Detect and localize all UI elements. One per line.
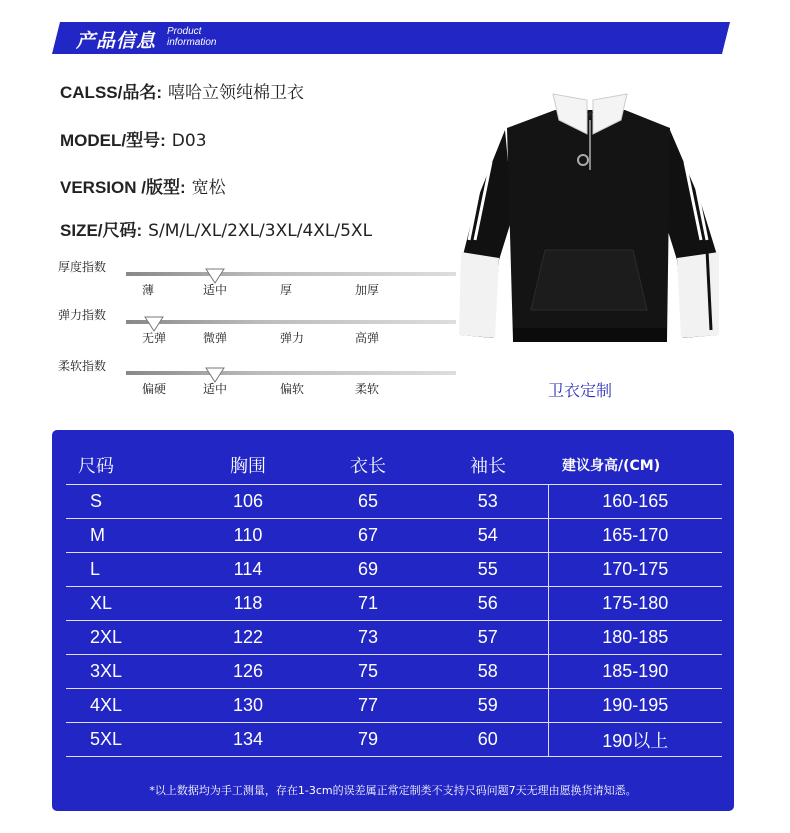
cell-length: 77 xyxy=(308,689,428,723)
cell-sleeve: 59 xyxy=(428,689,548,723)
col-header-chest: 胸围 xyxy=(188,446,308,485)
cell-length: 69 xyxy=(308,553,428,587)
cell-size: 3XL xyxy=(66,655,188,689)
cell-height: 165-170 xyxy=(548,519,722,553)
scale-label: 厚度指数 xyxy=(58,260,107,274)
col-header-height: 建议身高/(CM) xyxy=(548,446,722,485)
scale-bar xyxy=(126,272,456,276)
cell-size: L xyxy=(66,553,188,587)
cell-height: 185-190 xyxy=(548,655,722,689)
info-version-key: VERSION /版型: xyxy=(60,178,186,197)
table-row xyxy=(66,587,722,621)
table-header-row xyxy=(66,446,722,485)
info-name-key: CALSS/品名: xyxy=(60,83,162,102)
scale-bar xyxy=(126,371,456,375)
cell-size: S xyxy=(66,485,188,519)
table-row xyxy=(66,723,722,757)
scale-thickness xyxy=(58,258,403,298)
cell-sleeve: 58 xyxy=(428,655,548,689)
cell-height: 170-175 xyxy=(548,553,722,587)
scale-option: 柔软 xyxy=(355,382,380,396)
cell-length: 79 xyxy=(308,723,428,757)
measurement-note: *以上数据均为手工测量，存在1-3cm的误差属正常定制类不支持尺码问题7天无理由愿换货请知悉。 xyxy=(149,784,637,797)
scale-option: 无弹 xyxy=(142,331,167,345)
cell-length: 73 xyxy=(308,621,428,655)
cell-chest: 118 xyxy=(188,587,308,621)
info-name xyxy=(60,78,304,103)
cell-chest: 126 xyxy=(188,655,308,689)
scale-elasticity xyxy=(58,306,403,346)
cell-size: M xyxy=(66,519,188,553)
info-size xyxy=(60,216,372,241)
cell-size: XL xyxy=(66,587,188,621)
cell-length: 75 xyxy=(308,655,428,689)
cell-length: 71 xyxy=(308,587,428,621)
cell-size: 2XL xyxy=(66,621,188,655)
cell-height: 175-180 xyxy=(548,587,722,621)
cell-sleeve: 53 xyxy=(428,485,548,519)
col-header-length: 衣长 xyxy=(308,446,428,485)
info-version xyxy=(60,173,226,198)
table-row xyxy=(66,485,722,519)
info-size-key: SIZE/尺码: xyxy=(60,221,143,240)
info-version-value: 宽松 xyxy=(191,178,226,198)
section-header-banner xyxy=(52,22,730,54)
product-caption: 卫衣定制 xyxy=(548,381,613,400)
table-row xyxy=(66,621,722,655)
info-name-value: 嘻哈立领纯棉卫衣 xyxy=(168,83,304,103)
table-row xyxy=(66,655,722,689)
scale-label: 弹力指数 xyxy=(58,308,107,322)
scale-option: 薄 xyxy=(142,283,155,297)
scale-option: 加厚 xyxy=(355,283,380,297)
info-size-value: S/M/L/XL/2XL/3XL/4XL/5XL xyxy=(148,221,373,241)
section-title: 产品信息 xyxy=(76,30,157,52)
scale-label: 柔软指数 xyxy=(58,359,107,373)
cell-height: 190-195 xyxy=(548,689,722,723)
info-model-value: D03 xyxy=(171,131,207,151)
scale-option: 微弹 xyxy=(203,331,228,345)
cell-chest: 114 xyxy=(188,553,308,587)
scale-bar xyxy=(126,320,456,324)
cell-chest: 106 xyxy=(188,485,308,519)
cell-chest: 110 xyxy=(188,519,308,553)
section-subtitle xyxy=(167,26,216,48)
col-header-sleeve: 袖长 xyxy=(428,446,548,485)
cell-height: 190以上 xyxy=(548,723,722,757)
subtitle-line-1: Product xyxy=(167,26,202,37)
cell-chest: 122 xyxy=(188,621,308,655)
scale-option: 适中 xyxy=(203,382,228,396)
scale-option: 厚 xyxy=(280,283,293,297)
table-row xyxy=(66,689,722,723)
info-model xyxy=(60,126,207,151)
scale-option: 高弹 xyxy=(355,331,380,345)
size-table-body xyxy=(66,485,722,757)
cell-height: 160-165 xyxy=(548,485,722,519)
cell-sleeve: 60 xyxy=(428,723,548,757)
size-table xyxy=(66,446,722,757)
subtitle-line-2: information xyxy=(167,37,217,48)
cell-sleeve: 54 xyxy=(428,519,548,553)
scale-option: 偏硬 xyxy=(142,382,167,396)
table-row xyxy=(66,553,722,587)
scale-option: 偏软 xyxy=(280,382,305,396)
cell-sleeve: 57 xyxy=(428,621,548,655)
product-hoodie-image xyxy=(455,90,725,370)
cell-sleeve: 55 xyxy=(428,553,548,587)
scale-softness xyxy=(58,357,403,397)
cell-length: 67 xyxy=(308,519,428,553)
cell-size: 4XL xyxy=(66,689,188,723)
col-header-size: 尺码 xyxy=(66,446,188,485)
cell-chest: 134 xyxy=(188,723,308,757)
info-model-key: MODEL/型号: xyxy=(60,131,166,150)
scale-option: 适中 xyxy=(203,283,228,297)
scale-option: 弹力 xyxy=(280,331,305,345)
cell-sleeve: 56 xyxy=(428,587,548,621)
cell-chest: 130 xyxy=(188,689,308,723)
cell-length: 65 xyxy=(308,485,428,519)
table-row xyxy=(66,519,722,553)
cell-height: 180-185 xyxy=(548,621,722,655)
size-table-panel xyxy=(52,430,734,811)
cell-size: 5XL xyxy=(66,723,188,757)
